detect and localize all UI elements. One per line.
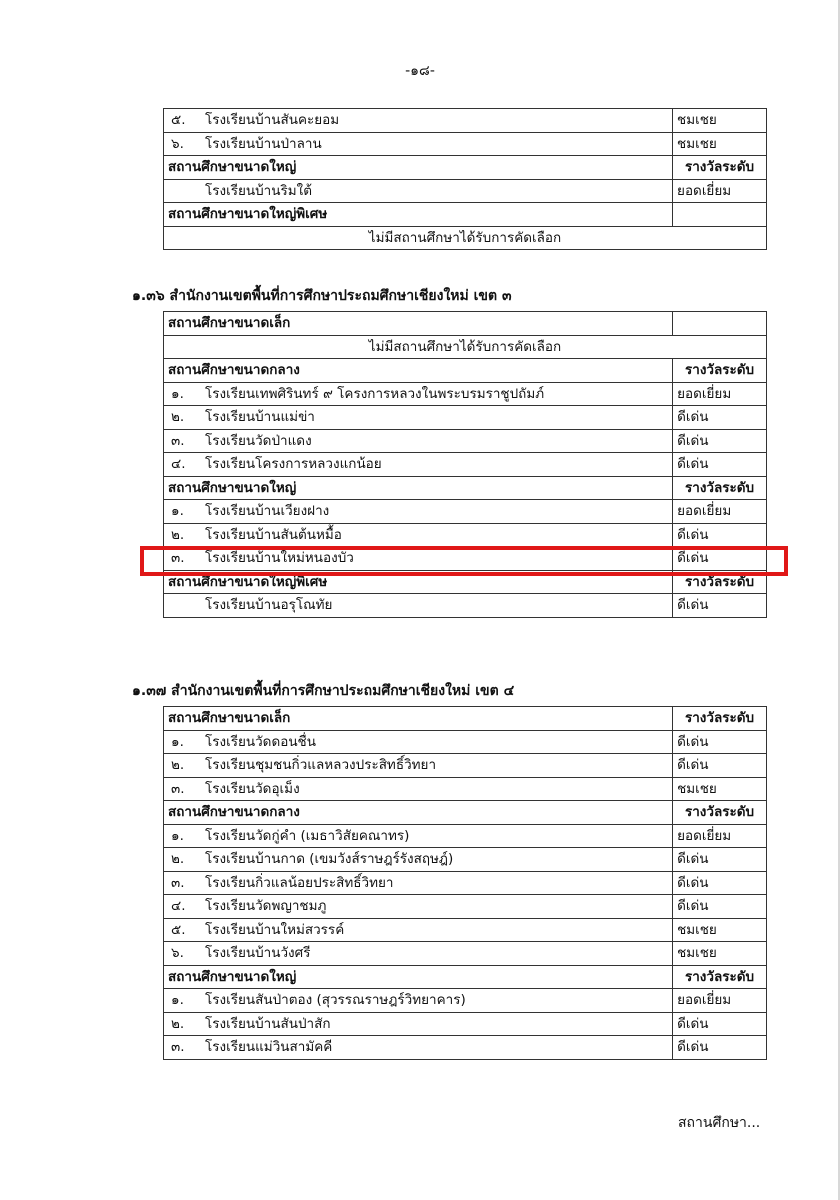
row-number: ๑. [171,992,184,1009]
school-name: โรงเรียนเทพศิรินทร์ ๙ โครงการหลวงในพระบรมราชูปถัมภ์ [205,385,545,402]
row-number: ๑. [171,503,184,520]
school-cell [164,179,673,203]
school-row [164,406,767,430]
category-title: สถานศึกษาขนาดกลาง [164,359,673,383]
school-name: โรงเรียนบ้านริมใต้ [205,182,312,199]
school-cell [164,777,673,801]
award-level: ดีเด่น [673,453,767,477]
award-level: ชมเชย [673,918,767,942]
school-name: โรงเรียนบ้านกาด (เขมวังส์ราษฎร์รังสฤษฎ์) [205,851,454,868]
category-header-row [164,156,767,180]
school-row [164,382,767,406]
row-number: ๒. [171,409,185,426]
category-title: สถานศึกษาขนาดกลาง [164,801,673,825]
school-cell [164,754,673,778]
school-cell [164,871,673,895]
row-number: ๕. [171,921,186,938]
row-number: ๓. [171,432,185,449]
school-row [164,523,767,547]
category-header-row [164,359,767,383]
school-cell [164,824,673,848]
school-row [164,429,767,453]
school-cell [164,594,673,618]
school-row [164,918,767,942]
school-cell [164,109,673,133]
category-title: สถานศึกษาขนาดใหญ่ [164,476,673,500]
school-row [164,1012,767,1036]
school-row [164,989,767,1013]
row-number: ๖. [171,945,184,962]
category-header-row [164,476,767,500]
school-name: โรงเรียนกิ่วแลน้อยประสิทธิ์วิทยา [205,874,394,891]
school-cell [164,1036,673,1060]
school-name: โรงเรียนบ้านอรุโณทัย [205,597,333,614]
school-cell [164,429,673,453]
school-row [164,132,767,156]
school-row [164,594,767,618]
award-level: ดีเด่น [673,754,767,778]
award-column-header: รางวัลระดับ [673,707,767,731]
school-row [164,500,767,524]
award-level: ยอดเยี่ยม [673,382,767,406]
school-cell [164,848,673,872]
award-column-header: รางวัลระดับ [673,359,767,383]
category-title: สถานศึกษาขนาดใหญ่พิเศษ [164,570,673,594]
school-cell [164,918,673,942]
no-selection-row [164,226,767,250]
school-cell [164,1012,673,1036]
row-number: ๔. [171,898,186,915]
school-name: โรงเรียนบ้านใหม่หนองบัว [205,550,354,567]
award-level: ดีเด่น [673,523,767,547]
award-level: ยอดเยี่ยม [673,989,767,1013]
category-title: สถานศึกษาขนาดใหญ่พิเศษ [164,203,673,227]
school-row [164,777,767,801]
page-number: -๑๘- [405,63,435,79]
award-column-header: รางวัลระดับ [673,156,767,180]
school-name: โรงเรียนวัดกู่คำ (เมธาวิสัยคณาทร) [205,827,410,844]
category-title: สถานศึกษาขนาดเล็ก [164,707,673,731]
school-row [164,109,767,133]
row-number: ๖. [171,135,184,152]
category-header-row [164,801,767,825]
category-title: สถานศึกษาขนาดใหญ่ [164,156,673,180]
school-row [164,453,767,477]
school-row [164,942,767,966]
school-name: โรงเรียนบ้านป่าลาน [205,135,322,152]
award-column-header: รางวัลระดับ [673,570,767,594]
section-heading-1-37: ๑.๓๗ สำนักงานเขตพื้นที่การศึกษาประถมศึกษาเชียงใหม่ เขต ๔ [132,683,515,699]
award-level: ดีเด่น [673,406,767,430]
award-column-header: รางวัลระดับ [673,476,767,500]
school-name: โรงเรียนแม่วินสามัคคี [205,1039,333,1056]
award-level: ชมเชย [673,132,767,156]
award-column-header: รางวัลระดับ [673,801,767,825]
highlight-box [140,546,788,576]
award-level: ดีเด่น [673,848,767,872]
school-name: โรงเรียนบ้านใหม่สวรรค์ [205,921,345,938]
school-row [164,895,767,919]
school-row [164,1036,767,1060]
school-cell [164,942,673,966]
school-cell [164,500,673,524]
school-name: โรงเรียนสันป่าตอง (สุวรรณราษฎร์วิทยาคาร) [205,992,466,1009]
award-column-header [673,203,767,227]
no-selection-text: ไม่มีสถานศึกษาได้รับการคัดเลือก [164,226,767,250]
school-cell [164,730,673,754]
school-cell [164,453,673,477]
award-column-header [673,312,767,336]
award-level: ดีเด่น [673,1036,767,1060]
award-column-header: รางวัลระดับ [673,965,767,989]
school-row [164,754,767,778]
school-name: โรงเรียนชุมชนกิ่วแลหลวงประสิทธิ์วิทยา [205,757,437,774]
award-level: ดีเด่น [673,1012,767,1036]
row-number: ๒. [171,851,185,868]
row-number: ๑. [171,385,184,402]
row-number: ๑. [171,733,184,750]
school-name: โรงเรียนวัดดอนชื่น [205,733,316,750]
row-number: ๓. [171,874,185,891]
school-row [164,848,767,872]
awards-table-1-37 [163,706,767,1060]
award-level: ชมเชย [673,942,767,966]
award-level: ดีเด่น [673,871,767,895]
school-row [164,179,767,203]
school-cell [164,895,673,919]
school-row [164,730,767,754]
school-row [164,871,767,895]
award-level: ยอดเยี่ยม [673,500,767,524]
award-level: ชมเชย [673,777,767,801]
school-name: โรงเรียนบ้านสันต้นหมื้อ [205,526,342,543]
no-selection-text: ไม่มีสถานศึกษาได้รับการคัดเลือก [164,335,767,359]
school-name: โรงเรียนบ้านสันคะยอม [205,112,340,129]
school-name: โรงเรียนบ้านสันป่าสัก [205,1015,331,1032]
no-selection-row [164,335,767,359]
school-name: โรงเรียนโครงการหลวงแกน้อย [205,456,382,473]
row-number: ๑. [171,827,184,844]
award-level: ยอดเยี่ยม [673,824,767,848]
section-heading-1-36: ๑.๓๖ สำนักงานเขตพื้นที่การศึกษาประถมศึกษาเชียงใหม่ เขต ๓ [132,288,512,304]
award-level: ดีเด่น [673,429,767,453]
row-number: ๕. [171,112,186,129]
school-name: โรงเรียนวัดพญาชมภู [205,898,327,915]
category-header-row [164,707,767,731]
school-name: โรงเรียนบ้านเวียงฝาง [205,503,330,520]
school-row [164,824,767,848]
school-cell [164,382,673,406]
row-number: ๓. [171,780,185,797]
award-level: ดีเด่น [673,895,767,919]
category-header-row [164,203,767,227]
category-header-row [164,312,767,336]
award-level: ชมเชย [673,109,767,133]
award-level: ดีเด่น [673,594,767,618]
school-name: โรงเรียนวัดป่าแดง [205,432,312,449]
school-cell [164,523,673,547]
award-level: ดีเด่น [673,730,767,754]
school-name: โรงเรียนวัดอุเม็ง [205,780,300,797]
category-header-row [164,965,767,989]
school-cell [164,406,673,430]
award-level: ดีเด่น [673,547,767,571]
school-name: โรงเรียนบ้านแม่ข่า [205,409,315,426]
school-name: โรงเรียนบ้านวังศรี [205,945,311,962]
row-number: ๔. [171,456,186,473]
school-cell [164,989,673,1013]
row-number: ๒. [171,526,185,543]
row-number: ๒. [171,757,185,774]
award-level: ยอดเยี่ยม [673,179,767,203]
continued-text: สถานศึกษา... [678,1115,761,1131]
row-number: ๓. [171,1039,185,1056]
category-title: สถานศึกษาขนาดใหญ่ [164,965,673,989]
category-title: สถานศึกษาขนาดเล็ก [164,312,673,336]
awards-table-continued [163,108,767,250]
row-number: ๓. [171,550,185,567]
school-cell [164,132,673,156]
row-number: ๒. [171,1015,185,1032]
